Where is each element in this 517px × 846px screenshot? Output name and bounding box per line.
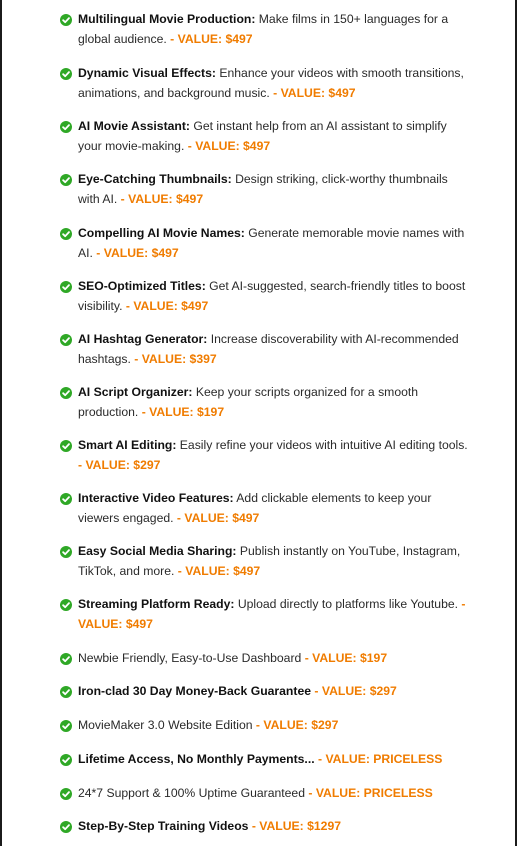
check-circle-icon — [60, 174, 72, 186]
feature-value: VALUE: $197 — [312, 651, 388, 665]
value-separator: - — [78, 457, 86, 472]
feature-title: Eye-Catching Thumbnails: — [78, 172, 232, 186]
feature-value: VALUE: $497 — [185, 563, 261, 578]
feature-description: Add clickable elements to keep your viewers engaged. — [78, 491, 432, 525]
feature-value: VALUE: $497 — [133, 298, 209, 313]
feature-title: Lifetime Access, No Monthly Payments... — [78, 752, 315, 766]
check-circle-icon — [60, 281, 72, 293]
feature-description: Make films in 150+ languages for a global audience. — [78, 12, 449, 46]
value-separator: - — [130, 351, 142, 366]
value-separator: - — [166, 31, 178, 46]
feature-item — [60, 542, 470, 581]
feature-value: VALUE: $397 — [141, 351, 217, 366]
value-separator: - — [92, 245, 104, 260]
feature-item — [60, 170, 470, 209]
feature-value: VALUE: PRICELESS — [325, 752, 443, 766]
feature-value: VALUE: $497 — [177, 31, 253, 46]
feature-value: VALUE: $197 — [149, 404, 225, 419]
feature-item — [60, 716, 470, 736]
feature-item — [60, 383, 470, 422]
feature-description: Easily refine your videos with intuitive AI editing tools. — [176, 438, 468, 452]
feature-value: VALUE: $497 — [128, 191, 204, 206]
feature-description: Generate memorable movie names with AI. — [78, 226, 465, 260]
check-circle-icon — [60, 14, 72, 26]
feature-value: VALUE: $497 — [195, 138, 271, 153]
feature-description: Publish instantly on YouTube, Instagram, TikTok, and more. — [78, 544, 461, 578]
feature-item — [60, 784, 470, 804]
value-separator: - — [117, 191, 129, 206]
feature-title: AI Movie Assistant: — [78, 119, 190, 133]
feature-item — [60, 277, 470, 316]
feature-title: Multilingual Movie Production: — [78, 12, 256, 26]
feature-item — [60, 117, 470, 156]
check-circle-icon — [60, 686, 72, 698]
feature-item — [60, 595, 470, 634]
feature-value: VALUE: $297 — [263, 718, 339, 732]
left-border — [0, 0, 2, 846]
feature-title: AI Hashtag Generator: — [78, 332, 208, 346]
feature-item — [60, 10, 470, 49]
feature-value: VALUE: $297 — [85, 457, 161, 472]
value-separator: - — [269, 85, 281, 100]
feature-item — [60, 436, 470, 475]
feature-title: Compelling AI Movie Names: — [78, 226, 245, 240]
value-separator: - — [304, 786, 316, 800]
value-separator: - — [458, 597, 466, 611]
feature-title: Iron-clad 30 Day Money-Back Guarantee — [78, 684, 311, 698]
feature-item — [60, 649, 470, 669]
feature-title: Interactive Video Features: — [78, 491, 234, 505]
value-separator: - — [138, 404, 150, 419]
feature-value: VALUE: PRICELESS — [315, 786, 433, 800]
value-separator: - — [314, 752, 326, 766]
check-circle-icon — [60, 788, 72, 800]
feature-description: Newbie Friendly, Easy-to-Use Dashboard — [78, 651, 302, 665]
check-circle-icon — [60, 653, 72, 665]
value-separator: - — [301, 651, 313, 665]
feature-title: Easy Social Media Sharing: — [78, 544, 237, 558]
feature-description: Keep your scripts organized for a smooth production. — [78, 385, 419, 419]
feature-description: Design striking, click-worthy thumbnails with AI. — [78, 172, 448, 206]
value-separator: - — [184, 138, 196, 153]
value-separator: - — [252, 718, 264, 732]
feature-value: VALUE: $497 — [103, 245, 179, 260]
feature-description: 24*7 Support & 100% Uptime Guaranteed — [78, 786, 305, 800]
feature-description: Get instant help from an AI assistant to simplify your movie-making. — [78, 119, 447, 153]
feature-value: VALUE: $1297 — [259, 819, 342, 833]
feature-item — [60, 682, 470, 702]
feature-title: Streaming Platform Ready: — [78, 597, 235, 611]
feature-title: Smart AI Editing: — [78, 438, 177, 452]
check-circle-icon — [60, 440, 72, 452]
check-circle-icon — [60, 228, 72, 240]
feature-title: AI Script Organizer: — [78, 385, 193, 399]
check-circle-icon — [60, 821, 72, 833]
feature-item — [60, 330, 470, 369]
feature-item — [60, 750, 470, 770]
feature-title: Step-By-Step Training Videos — [78, 819, 249, 833]
feature-title: Dynamic Visual Effects: — [78, 66, 216, 80]
check-circle-icon — [60, 68, 72, 80]
value-separator: - — [174, 563, 186, 578]
feature-item — [60, 64, 470, 103]
feature-value: VALUE: $297 — [321, 684, 397, 698]
feature-description: Increase discoverability with AI-recommended hashtags. — [78, 332, 459, 366]
check-circle-icon — [60, 754, 72, 766]
feature-value: VALUE: $497 — [184, 510, 260, 525]
value-separator: - — [173, 510, 185, 525]
value-separator: - — [311, 684, 322, 698]
feature-description: Enhance your videos with smooth transitions, animations, and background music. — [78, 66, 464, 100]
feature-description: Get AI-suggested, search-friendly titles to boost visibility. — [78, 279, 466, 313]
check-circle-icon — [60, 599, 72, 611]
feature-value: VALUE: $497 — [78, 616, 153, 631]
check-circle-icon — [60, 493, 72, 505]
check-circle-icon — [60, 546, 72, 558]
feature-value: VALUE: $497 — [280, 85, 356, 100]
feature-item — [60, 224, 470, 263]
check-circle-icon — [60, 387, 72, 399]
value-separator: - — [248, 819, 260, 833]
check-circle-icon — [60, 334, 72, 346]
feature-title: SEO-Optimized Titles: — [78, 279, 206, 293]
feature-description: Upload directly to platforms like Youtube. — [234, 597, 459, 611]
value-separator: - — [122, 298, 134, 313]
feature-item — [60, 817, 470, 837]
check-circle-icon — [60, 720, 72, 732]
feature-item — [60, 489, 470, 528]
check-circle-icon — [60, 121, 72, 133]
feature-description: MovieMaker 3.0 Website Edition — [78, 718, 253, 732]
